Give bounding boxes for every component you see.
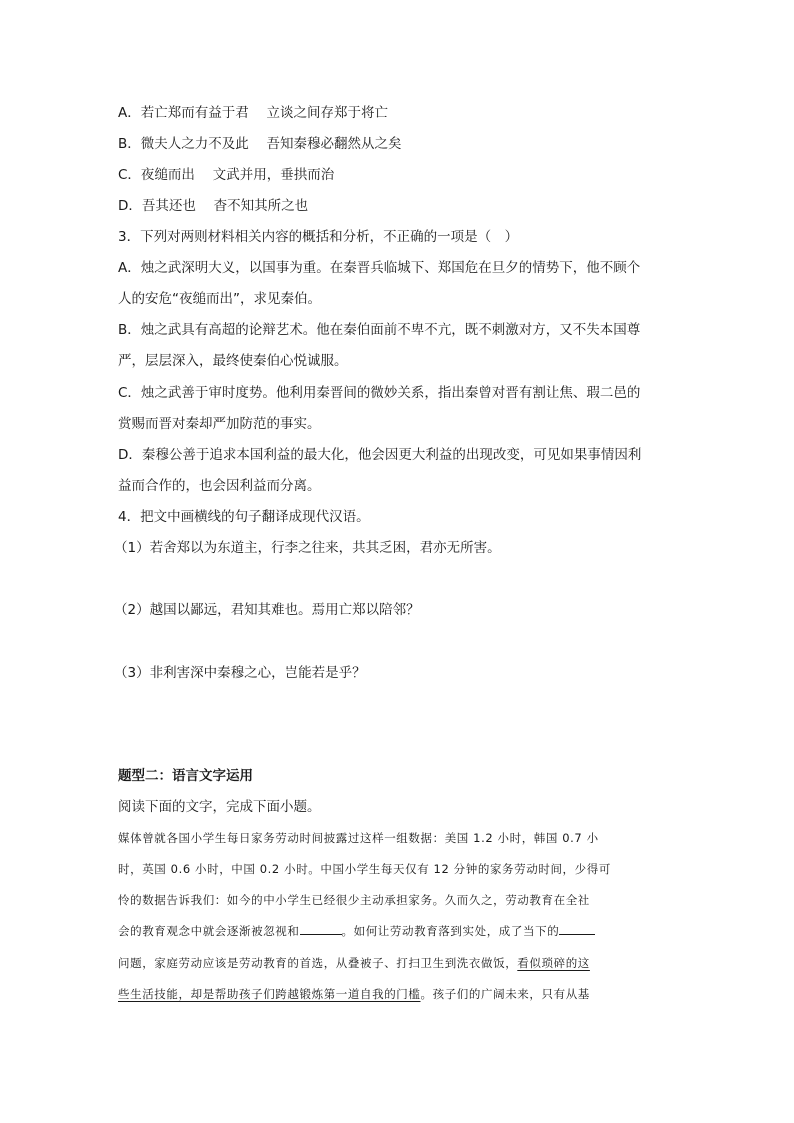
q3-option-a-line1: A．烛之武深明大义，以国事为重。在秦晋兵临城下、郑国危在旦夕的情势下，他不顾个: [118, 260, 641, 276]
passage-line-1: 媒体曾就各国小学生每日家务劳动时间披露过这样一组数据：美国 1.2 小时，韩国 0.7 小: [118, 831, 599, 845]
passage-text: 会的教育观念中就会逐渐被忽视和: [118, 924, 300, 938]
section-title: 题型二：语言文字运用: [118, 768, 253, 784]
section-instruction: 阅读下面的文字，完成下面小题。: [118, 799, 321, 815]
question-3-stem: 3．下列对两则材料相关内容的概括和分析，不正确的一项是（ ）: [118, 229, 519, 245]
passage-line-3: 怜的数据告诉我们：如今的中小学生已经很少主动承担家务。久而久之，劳动教育在全社: [118, 893, 590, 907]
q4-sentence-3: （3）非利害深中秦穆之心，岂能若是乎？: [114, 665, 366, 681]
q3-option-a-line2: 人的安危“夜缒而出”，求见秦伯。: [118, 291, 321, 307]
passage-line-4: [118, 922, 678, 940]
q3-option-b-line2: 严，层层深入，最终使秦伯心悦诚服。: [118, 353, 348, 369]
question-4-stem: 4．把文中画横线的句子翻译成现代汉语。: [118, 509, 370, 525]
option-a: A．若亡郑而有益于君 立谈之间存郑于将亡: [118, 105, 389, 121]
q4-sentence-1: （1）若舍郑以为东道主，行李之往来，共其乏困，君亦无所害。: [114, 540, 501, 556]
passage-text: 。孩子们的广阔未来，只有从基: [420, 987, 590, 1001]
underlined-sentence: 些生活技能，却是帮助孩子们跨越锻炼第一道自我的门槛: [118, 987, 421, 1001]
passage-text: 问题，家庭劳动应该是劳动教育的首选，从叠被子、打扫卫生到洗衣做饭，: [118, 956, 518, 970]
passage-line-5: [118, 954, 678, 972]
fill-blank-1: [300, 922, 342, 935]
fill-blank-2: [559, 922, 595, 935]
passage-line-6: [118, 985, 678, 1003]
passage-text: 。如何让劳动教育落到实处，成了当下的: [341, 924, 560, 938]
q3-option-d-line2: 益而合作的，也会因利益而分离。: [118, 478, 321, 494]
underlined-sentence: 看似琐碎的这: [517, 956, 590, 970]
passage-line-2: 时，英国 0.6 小时，中国 0.2 小时。中国小学生每天仅有 12 分钟的家务劳动时间，少得可: [118, 862, 611, 876]
q3-option-b-line1: B．烛之武具有高超的论辩艺术。他在秦伯面前不卑不亢，既不刺激对方，又不失本国尊: [118, 322, 641, 338]
option-d: D．吾其还也 杳不知其所之也: [118, 198, 309, 214]
q4-sentence-2: （2）越国以鄙远，君知其难也。焉用亡郑以陪邻？: [114, 602, 420, 618]
option-c: C．夜缒而出 文武并用，垂拱而治: [118, 167, 335, 183]
q3-option-c-line2: 赏赐而晋对秦却严加防范的事实。: [118, 416, 321, 432]
q3-option-d-line1: D．秦穆公善于追求本国利益的最大化，他会因更大利益的出现改变，可见如果事情因利: [118, 447, 642, 463]
q3-option-c-line1: C．烛之武善于审时度势。他利用秦晋间的微妙关系，指出秦曾对晋有割让焦、瑕二邑的: [118, 385, 641, 401]
option-b: B．微夫人之力不及此 吾知秦穆必翻然从之矣: [118, 136, 402, 152]
